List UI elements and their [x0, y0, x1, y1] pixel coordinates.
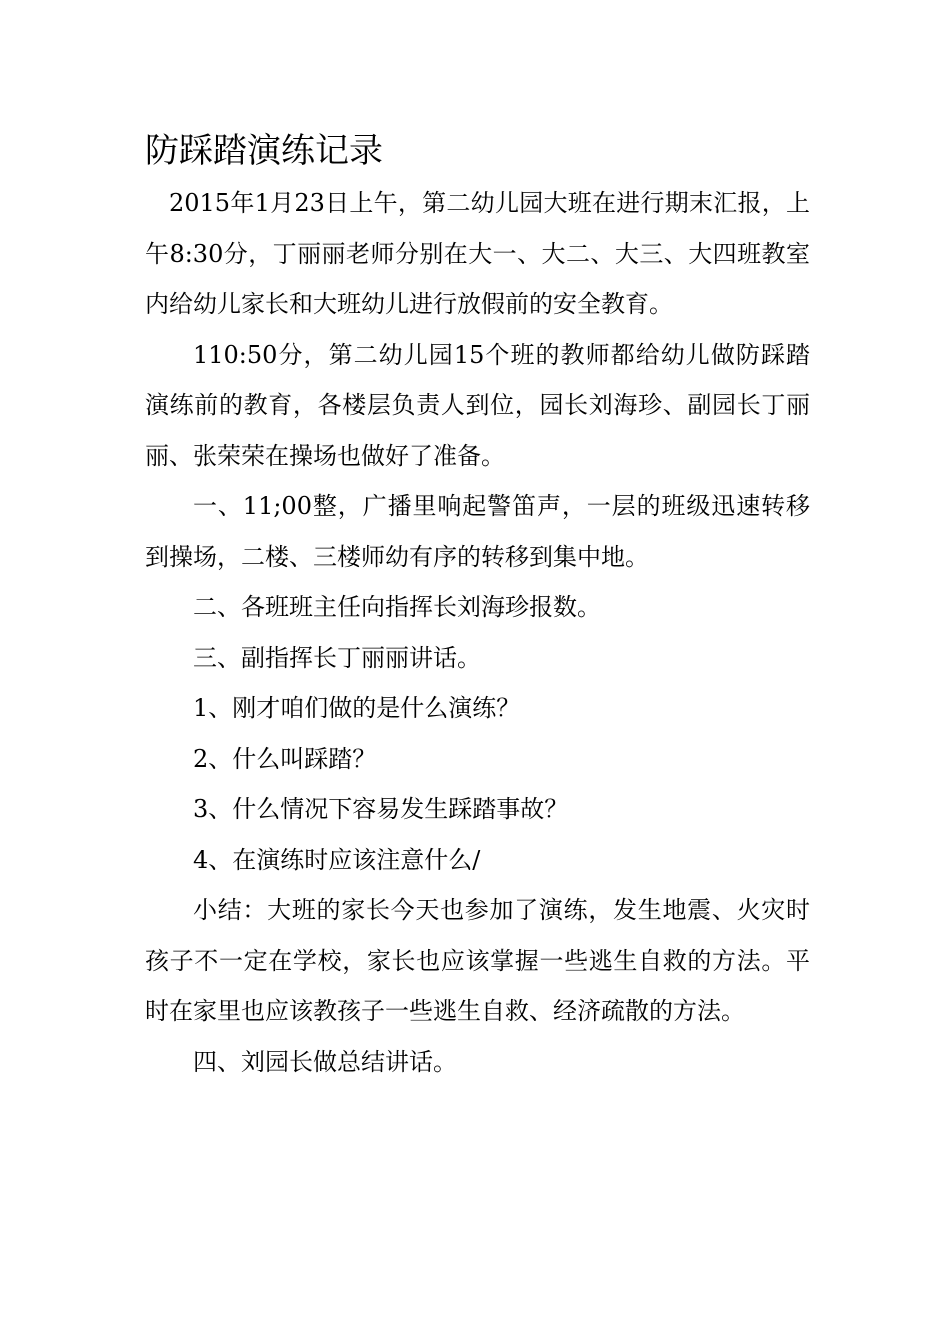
paragraph-step-four: 四、刘园长做总结讲话。 [193, 1047, 457, 1076]
document-page [145, 128, 810, 1087]
paragraph-step-two: 二、各班班主任向指挥长刘海珍报数。 [193, 593, 601, 621]
paragraph-preparation: 110:50分，第二幼儿园15个班的教师都给幼儿做防踩踏演练前的教育，各楼层负责人到位，园长刘海珍、副园长丁丽丽、张荣荣在操场也做好了准备。 [145, 340, 810, 470]
paragraph-intro: 2015年1月23日上午，第二幼儿园大班在进行期末汇报，上午8:30分，丁丽丽老师分别在大一、大二、大三、大四班教室内给幼儿家长和大班幼儿进行放假前的安全教育。 [145, 189, 810, 318]
question-item-3: 3、什么情况下容易发生踩踏事故？ [193, 795, 569, 823]
paragraph-step-one: 一、11;00整，广播里响起警笛声，一层的班级迅速转移到操场，二楼、三楼师幼有序的转移到集中地。 [145, 492, 810, 571]
question-item-1: 1、刚才咱们做的是什么演练？ [193, 694, 521, 722]
question-item-2: 2、什么叫踩踏？ [193, 744, 377, 773]
question-item-4: 4、在演练时应该注意什么/ [193, 845, 481, 874]
document-title: 防踩踏演练记录 [145, 131, 383, 171]
paragraph-summary: 小结：大班的家长今天也参加了演练，发生地震、火灾时孩子不一定在学校，家长也应该掌握一些逃生自救的方法。平时在家里也应该教孩子一些逃生自救、经济疏散的方法。 [145, 896, 810, 1025]
paragraph-step-three: 三、副指挥长丁丽丽讲话。 [193, 643, 481, 672]
